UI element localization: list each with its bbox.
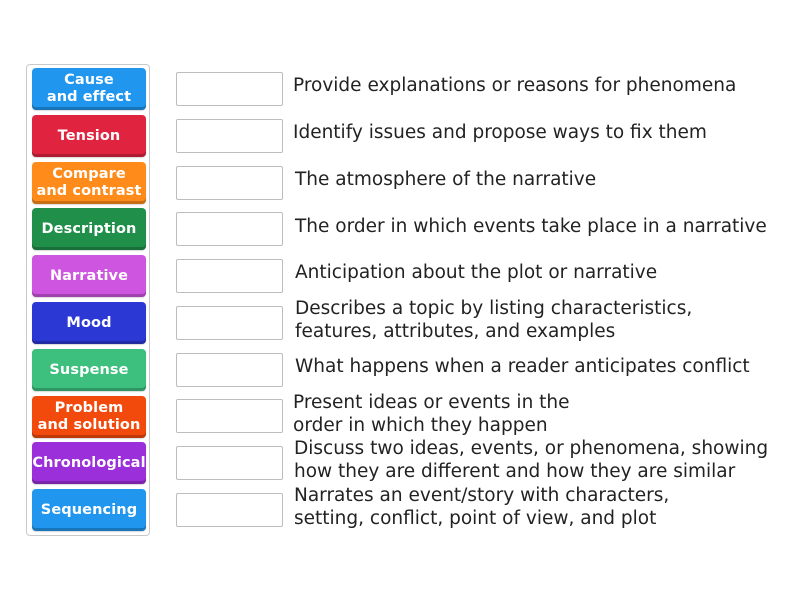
definition-text: What happens when a reader anticipates conflict <box>295 356 750 377</box>
drop-slot[interactable] <box>176 399 283 433</box>
tile-compare-and-contrast[interactable]: Compare and contrast <box>32 162 146 204</box>
drop-slot[interactable] <box>176 493 283 527</box>
tile-description[interactable]: Description <box>32 208 146 250</box>
definition-text: Narrates an event/story with characters, setting, conflict, point of view, and plot <box>294 485 670 529</box>
drop-slot[interactable] <box>176 72 283 106</box>
definition-text: Discuss two ideas, events, or phenomena, showing how they are different and how they are similar <box>294 438 769 482</box>
definition-text: Describes a topic by listing characteristics, features, attributes, and examples <box>295 298 693 342</box>
tile-problem-and-solution[interactable]: Problem and solution <box>32 396 146 438</box>
tile-suspense[interactable]: Suspense <box>32 349 146 391</box>
definition-text: Identify issues and propose ways to fix them <box>293 122 707 143</box>
tile-narrative[interactable]: Narrative <box>32 255 146 297</box>
drop-slot[interactable] <box>176 119 283 153</box>
definition-text: Anticipation about the plot or narrative <box>295 262 658 283</box>
definition-text: The order in which events take place in a narrative <box>295 216 767 237</box>
definition-text: The atmosphere of the narrative <box>295 169 597 190</box>
drop-slot[interactable] <box>176 212 283 246</box>
tile-chronological[interactable]: Chronological <box>32 442 146 484</box>
drop-slot[interactable] <box>176 306 283 340</box>
tile-sequencing[interactable]: Sequencing <box>32 489 146 531</box>
drop-slot[interactable] <box>176 446 283 480</box>
drop-slot[interactable] <box>176 259 283 293</box>
tile-cause-and-effect[interactable]: Cause and effect <box>32 68 146 110</box>
drop-slot[interactable] <box>176 353 283 387</box>
definition-text: Present ideas or events in the order in which they happen <box>293 392 570 436</box>
tile-tension[interactable]: Tension <box>32 115 146 157</box>
tile-mood[interactable]: Mood <box>32 302 146 344</box>
drop-slot[interactable] <box>176 166 283 200</box>
definition-text: Provide explanations or reasons for phenomena <box>293 75 737 96</box>
